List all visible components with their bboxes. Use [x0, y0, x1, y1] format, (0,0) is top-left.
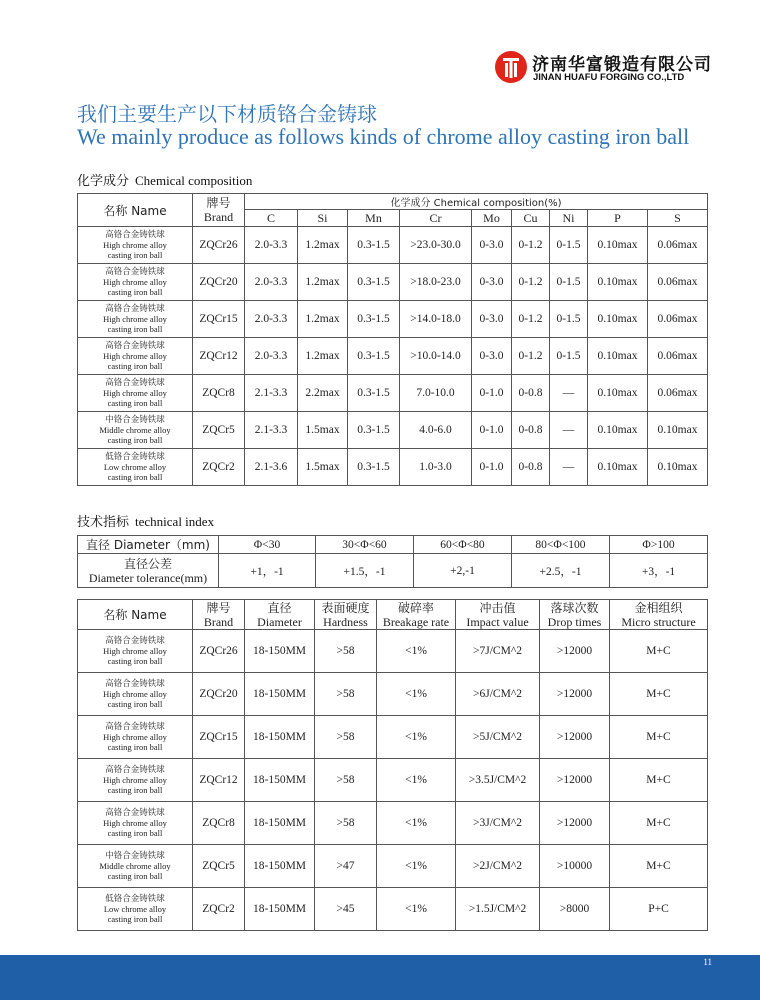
- tolerance-label: [78, 554, 219, 588]
- tolerance-cell: +1，-1: [219, 554, 316, 588]
- props-value-cell: >58: [315, 759, 377, 802]
- chem-value-cell: 2.0-3.3: [245, 227, 298, 264]
- company-name-cn: 济南华富锻造有限公司: [532, 55, 712, 75]
- table-row: [78, 802, 708, 845]
- chem-value-cell: 0-1.2: [512, 338, 550, 375]
- chem-value-cell: 0.10max: [588, 227, 648, 264]
- chem-value-cell: 2.0-3.3: [245, 338, 298, 375]
- properties-table: [77, 599, 708, 931]
- footer-bar: [0, 955, 760, 1000]
- chem-value-cell: 1.2max: [298, 338, 348, 375]
- chem-value-cell: 0-1.0: [472, 375, 512, 412]
- material-name-cn: 低铬合金铸铁球: [105, 894, 165, 904]
- material-name: [78, 888, 193, 931]
- chem-value-cell: 0-1.5: [550, 338, 588, 375]
- material-name-en: casting iron ball: [107, 785, 163, 795]
- chem-value-cell: 2.1-3.3: [245, 412, 298, 449]
- chem-head-brand-cn: 牌号: [206, 196, 231, 210]
- chem-value-cell: 0.06max: [648, 264, 708, 301]
- material-name-en: High chrome alloy: [103, 689, 167, 699]
- tech-section-cn: 技术指标: [77, 515, 130, 530]
- props-head-cell: [315, 600, 377, 630]
- chem-value-cell: 2.1-3.6: [245, 449, 298, 486]
- props-head-name: 名称 Name: [78, 600, 193, 630]
- chem-value-cell: 0-1.5: [550, 301, 588, 338]
- props-value-cell: M+C: [610, 716, 708, 759]
- diameter-range-cell: Φ<30: [219, 536, 316, 554]
- brand-cell: ZQCr2: [193, 449, 245, 486]
- material-name-cn: 中铬合金铸铁球: [105, 851, 165, 861]
- chem-value-cell: 0.3-1.5: [348, 412, 400, 449]
- material-name: [78, 375, 193, 412]
- props-value-cell: M+C: [610, 845, 708, 888]
- chem-head-element: S: [648, 210, 708, 227]
- props-head-cn: 落球次数: [550, 600, 599, 615]
- company-logo-icon: [494, 50, 528, 84]
- table-row: [78, 716, 708, 759]
- props-head-cell: [540, 600, 610, 630]
- chem-value-cell: 0-3.0: [472, 338, 512, 375]
- chem-head-name: 名称 Name: [78, 194, 193, 227]
- brand-cell: ZQCr26: [193, 227, 245, 264]
- material-name-en: casting iron ball: [107, 828, 163, 838]
- chem-value-cell: >14.0-18.0: [400, 301, 472, 338]
- props-value-cell: <1%: [377, 673, 456, 716]
- material-name-en: High chrome alloy: [103, 388, 167, 398]
- props-value-cell: >3.5J/CM^2: [456, 759, 540, 802]
- brand-cell: ZQCr5: [193, 412, 245, 449]
- material-name-cn: 低铬合金铸铁球: [105, 452, 165, 462]
- page-number: 11: [703, 957, 712, 967]
- tolerance-cell: +1.5，-1: [316, 554, 414, 588]
- tech-section-en: technical index: [135, 514, 215, 529]
- props-head-en: Impact value: [466, 614, 529, 629]
- material-name-en: casting iron ball: [107, 742, 163, 752]
- chem-value-cell: 0-1.2: [512, 301, 550, 338]
- table-row: [78, 673, 708, 716]
- chem-head-element: C: [245, 210, 298, 227]
- table-row: [78, 449, 708, 486]
- chem-head-element: Cu: [512, 210, 550, 227]
- chem-value-cell: 0.3-1.5: [348, 375, 400, 412]
- material-name-en: casting iron ball: [107, 914, 163, 924]
- chem-value-cell: 0-3.0: [472, 264, 512, 301]
- material-name-en: casting iron ball: [107, 398, 163, 408]
- chem-value-cell: 2.2max: [298, 375, 348, 412]
- props-value-cell: P+C: [610, 888, 708, 931]
- chem-value-cell: 0-0.8: [512, 449, 550, 486]
- chem-head-brand-en: Brand: [203, 210, 234, 224]
- chem-value-cell: 1.5max: [298, 449, 348, 486]
- chem-value-cell: 0.06max: [648, 375, 708, 412]
- props-value-cell: >12000: [540, 673, 610, 716]
- props-head-en: Diameter: [257, 614, 302, 629]
- chemical-composition-table: [77, 193, 708, 486]
- diameter-range-cell: 30<Φ<60: [316, 536, 414, 554]
- brand-cell: ZQCr12: [193, 338, 245, 375]
- diameter-range-cell: Φ>100: [610, 536, 708, 554]
- material-name-cn: 高铬合金铸铁球: [105, 341, 165, 351]
- material-name: [78, 412, 193, 449]
- props-value-cell: >8000: [540, 888, 610, 931]
- table-row: [78, 227, 708, 264]
- chem-head-element: P: [588, 210, 648, 227]
- tolerance-label-cn: 直径公差: [123, 556, 172, 571]
- props-head-cell: [610, 600, 708, 630]
- chem-head-brand: [193, 194, 245, 227]
- props-value-cell: 18-150MM: [245, 673, 315, 716]
- table-row: [78, 888, 708, 931]
- material-name: [78, 227, 193, 264]
- material-name-en: casting iron ball: [107, 361, 163, 371]
- chem-value-cell: 0-0.8: [512, 375, 550, 412]
- props-value-cell: ZQCr15: [193, 716, 245, 759]
- chem-value-cell: 0.06max: [648, 301, 708, 338]
- chem-value-cell: 0.10max: [588, 301, 648, 338]
- material-name-en: Low chrome alloy: [103, 904, 167, 914]
- material-name-en: High chrome alloy: [103, 240, 167, 250]
- props-head-cn: 表面硬度: [321, 600, 370, 615]
- material-name-en: High chrome alloy: [103, 646, 167, 656]
- table-row: [78, 375, 708, 412]
- diameter-range-cell: 80<Φ<100: [512, 536, 610, 554]
- props-value-cell: >10000: [540, 845, 610, 888]
- material-name-en: casting iron ball: [107, 699, 163, 709]
- material-name-cn: 高铬合金铸铁球: [105, 722, 165, 732]
- chem-value-cell: 0.3-1.5: [348, 264, 400, 301]
- chem-value-cell: —: [550, 449, 588, 486]
- material-name: [78, 264, 193, 301]
- chem-head-element: Mo: [472, 210, 512, 227]
- props-value-cell: <1%: [377, 802, 456, 845]
- table-row: [78, 264, 708, 301]
- material-name-en: Middle chrome alloy: [99, 425, 171, 435]
- chem-value-cell: >18.0-23.0: [400, 264, 472, 301]
- material-name-cn: 高铬合金铸铁球: [105, 267, 165, 277]
- props-head-cn: 金相组织: [634, 600, 683, 615]
- material-name-cn: 高铬合金铸铁球: [105, 636, 165, 646]
- material-name: [78, 802, 193, 845]
- brand-cell: ZQCr8: [193, 375, 245, 412]
- chem-value-cell: 4.0-6.0: [400, 412, 472, 449]
- props-value-cell: >2J/CM^2: [456, 845, 540, 888]
- chem-value-cell: 1.2max: [298, 227, 348, 264]
- props-value-cell: ZQCr8: [193, 802, 245, 845]
- props-value-cell: 18-150MM: [245, 802, 315, 845]
- material-name-en: High chrome alloy: [103, 818, 167, 828]
- props-value-cell: M+C: [610, 673, 708, 716]
- chem-head-group: 化学成分 Chemical composition(%): [245, 194, 708, 210]
- props-head-en: Breakage rate: [382, 614, 450, 629]
- chem-value-cell: 0-3.0: [472, 227, 512, 264]
- diameter-label: 直径 Diameter（mm): [78, 536, 219, 554]
- props-value-cell: ZQCr12: [193, 759, 245, 802]
- material-name-en: Low chrome alloy: [103, 462, 167, 472]
- props-value-cell: >7J/CM^2: [456, 630, 540, 673]
- props-value-cell: >12000: [540, 630, 610, 673]
- chem-value-cell: 0.3-1.5: [348, 338, 400, 375]
- props-value-cell: >5J/CM^2: [456, 716, 540, 759]
- page-title-cn: 我们主要生产以下材质铬合金铸球: [77, 102, 377, 126]
- material-name-cn: 高铬合金铸铁球: [105, 378, 165, 388]
- chem-value-cell: 0-1.2: [512, 264, 550, 301]
- props-value-cell: <1%: [377, 630, 456, 673]
- material-name: [78, 759, 193, 802]
- props-value-cell: M+C: [610, 759, 708, 802]
- props-head-cell: [456, 600, 540, 630]
- props-head-cn: 直径: [267, 600, 292, 615]
- props-head-en: Micro structure: [621, 614, 696, 629]
- chem-head-element: Si: [298, 210, 348, 227]
- tolerance-label-en: Diameter tolerance(mm): [88, 570, 208, 585]
- table-row: [78, 338, 708, 375]
- material-name-cn: 高铬合金铸铁球: [105, 304, 165, 314]
- props-value-cell: >12000: [540, 716, 610, 759]
- chem-value-cell: 1.0-3.0: [400, 449, 472, 486]
- material-name-en: casting iron ball: [107, 472, 163, 482]
- material-name-en: Middle chrome alloy: [99, 861, 171, 871]
- table-row: [78, 845, 708, 888]
- props-head-cell: [377, 600, 456, 630]
- tolerance-cell: +2.5，-1: [512, 554, 610, 588]
- props-value-cell: >12000: [540, 802, 610, 845]
- chem-head-element: Cr: [400, 210, 472, 227]
- props-head-cell: [245, 600, 315, 630]
- material-name-en: High chrome alloy: [103, 351, 167, 361]
- props-head-cn: 牌号: [206, 600, 231, 615]
- chem-value-cell: 7.0-10.0: [400, 375, 472, 412]
- material-name: [78, 449, 193, 486]
- material-name-en: High chrome alloy: [103, 277, 167, 287]
- chem-value-cell: 0-1.5: [550, 264, 588, 301]
- chem-section-en: Chemical composition: [135, 173, 253, 188]
- chem-section-heading: [77, 170, 252, 189]
- material-name-en: casting iron ball: [107, 324, 163, 334]
- material-name: [78, 716, 193, 759]
- props-value-cell: ZQCr20: [193, 673, 245, 716]
- props-value-cell: ZQCr5: [193, 845, 245, 888]
- chem-value-cell: 0-1.5: [550, 227, 588, 264]
- material-name-cn: 高铬合金铸铁球: [105, 808, 165, 818]
- props-head-en: Drop times: [547, 614, 602, 629]
- props-value-cell: 18-150MM: [245, 716, 315, 759]
- props-value-cell: >58: [315, 716, 377, 759]
- chem-value-cell: 1.5max: [298, 412, 348, 449]
- tech-section-heading: [77, 511, 214, 530]
- props-head-cell: [193, 600, 245, 630]
- chem-value-cell: 0.10max: [588, 412, 648, 449]
- props-value-cell: >1.5J/CM^2: [456, 888, 540, 931]
- props-value-cell: >47: [315, 845, 377, 888]
- material-name: [78, 301, 193, 338]
- brand-cell: ZQCr15: [193, 301, 245, 338]
- chem-value-cell: 0-0.8: [512, 412, 550, 449]
- material-name: [78, 673, 193, 716]
- props-value-cell: 18-150MM: [245, 845, 315, 888]
- chem-value-cell: 2.0-3.3: [245, 264, 298, 301]
- props-value-cell: <1%: [377, 759, 456, 802]
- material-name-cn: 高铬合金铸铁球: [105, 679, 165, 689]
- chem-value-cell: 0-1.0: [472, 412, 512, 449]
- props-value-cell: >12000: [540, 759, 610, 802]
- chem-value-cell: 0.10max: [648, 449, 708, 486]
- chem-value-cell: —: [550, 412, 588, 449]
- props-value-cell: >6J/CM^2: [456, 673, 540, 716]
- chem-value-cell: —: [550, 375, 588, 412]
- material-name-en: casting iron ball: [107, 287, 163, 297]
- table-row: [78, 412, 708, 449]
- material-name-en: High chrome alloy: [103, 775, 167, 785]
- chem-value-cell: 0.3-1.5: [348, 449, 400, 486]
- chem-value-cell: 2.1-3.3: [245, 375, 298, 412]
- chem-head-element: Mn: [348, 210, 400, 227]
- chem-value-cell: 0.06max: [648, 338, 708, 375]
- diameter-range-cell: 60<Φ<80: [414, 536, 512, 554]
- chem-value-cell: 0.10max: [588, 338, 648, 375]
- chem-value-cell: 0.10max: [588, 449, 648, 486]
- table-row: [78, 759, 708, 802]
- chem-value-cell: 1.2max: [298, 264, 348, 301]
- chem-value-cell: 0-3.0: [472, 301, 512, 338]
- company-name-en: JINAN HUAFU FORGING CO.,LTD: [533, 72, 685, 83]
- tolerance-cell: +2,-1: [414, 554, 512, 588]
- props-head-cn: 冲击值: [479, 600, 516, 615]
- material-name: [78, 630, 193, 673]
- props-value-cell: <1%: [377, 716, 456, 759]
- material-name-cn: 高铬合金铸铁球: [105, 230, 165, 240]
- props-value-cell: 18-150MM: [245, 630, 315, 673]
- chem-value-cell: 0.10max: [588, 264, 648, 301]
- chem-value-cell: 0.06max: [648, 227, 708, 264]
- chem-value-cell: 0.10max: [648, 412, 708, 449]
- chem-value-cell: 0.3-1.5: [348, 301, 400, 338]
- chem-value-cell: 2.0-3.3: [245, 301, 298, 338]
- chem-value-cell: 0.3-1.5: [348, 227, 400, 264]
- material-name-en: High chrome alloy: [103, 314, 167, 324]
- props-value-cell: >3J/CM^2: [456, 802, 540, 845]
- page-title-en: We mainly produce as follows kinds of chrome alloy casting iron ball: [77, 124, 690, 149]
- technical-index-table: [77, 535, 708, 588]
- material-name-en: casting iron ball: [107, 250, 163, 260]
- props-value-cell: >45: [315, 888, 377, 931]
- chem-value-cell: 0-1.2: [512, 227, 550, 264]
- props-value-cell: ZQCr26: [193, 630, 245, 673]
- material-name-cn: 中铬合金铸铁球: [105, 415, 165, 425]
- material-name: [78, 845, 193, 888]
- chem-value-cell: >10.0-14.0: [400, 338, 472, 375]
- props-value-cell: ZQCr2: [193, 888, 245, 931]
- chem-section-cn: 化学成分: [77, 174, 130, 189]
- props-value-cell: M+C: [610, 802, 708, 845]
- props-head-en: Hardness: [323, 614, 368, 629]
- table-row: [78, 630, 708, 673]
- material-name-en: casting iron ball: [107, 656, 163, 666]
- props-value-cell: M+C: [610, 630, 708, 673]
- props-value-cell: >58: [315, 802, 377, 845]
- brand-cell: ZQCr20: [193, 264, 245, 301]
- props-head-cn: 破碎率: [397, 600, 434, 615]
- chem-value-cell: >23.0-30.0: [400, 227, 472, 264]
- props-value-cell: >58: [315, 630, 377, 673]
- chem-value-cell: 0-1.0: [472, 449, 512, 486]
- material-name-cn: 高铬合金铸铁球: [105, 765, 165, 775]
- props-value-cell: 18-150MM: [245, 888, 315, 931]
- props-value-cell: <1%: [377, 888, 456, 931]
- material-name: [78, 338, 193, 375]
- props-value-cell: >58: [315, 673, 377, 716]
- props-value-cell: 18-150MM: [245, 759, 315, 802]
- material-name-en: casting iron ball: [107, 871, 163, 881]
- chem-head-element: Ni: [550, 210, 588, 227]
- material-name-en: casting iron ball: [107, 435, 163, 445]
- props-head-en: Brand: [203, 614, 234, 629]
- table-row: [78, 301, 708, 338]
- chem-value-cell: 0.10max: [588, 375, 648, 412]
- props-value-cell: <1%: [377, 845, 456, 888]
- material-name-en: High chrome alloy: [103, 732, 167, 742]
- tolerance-cell: +3，-1: [610, 554, 708, 588]
- chem-value-cell: 1.2max: [298, 301, 348, 338]
